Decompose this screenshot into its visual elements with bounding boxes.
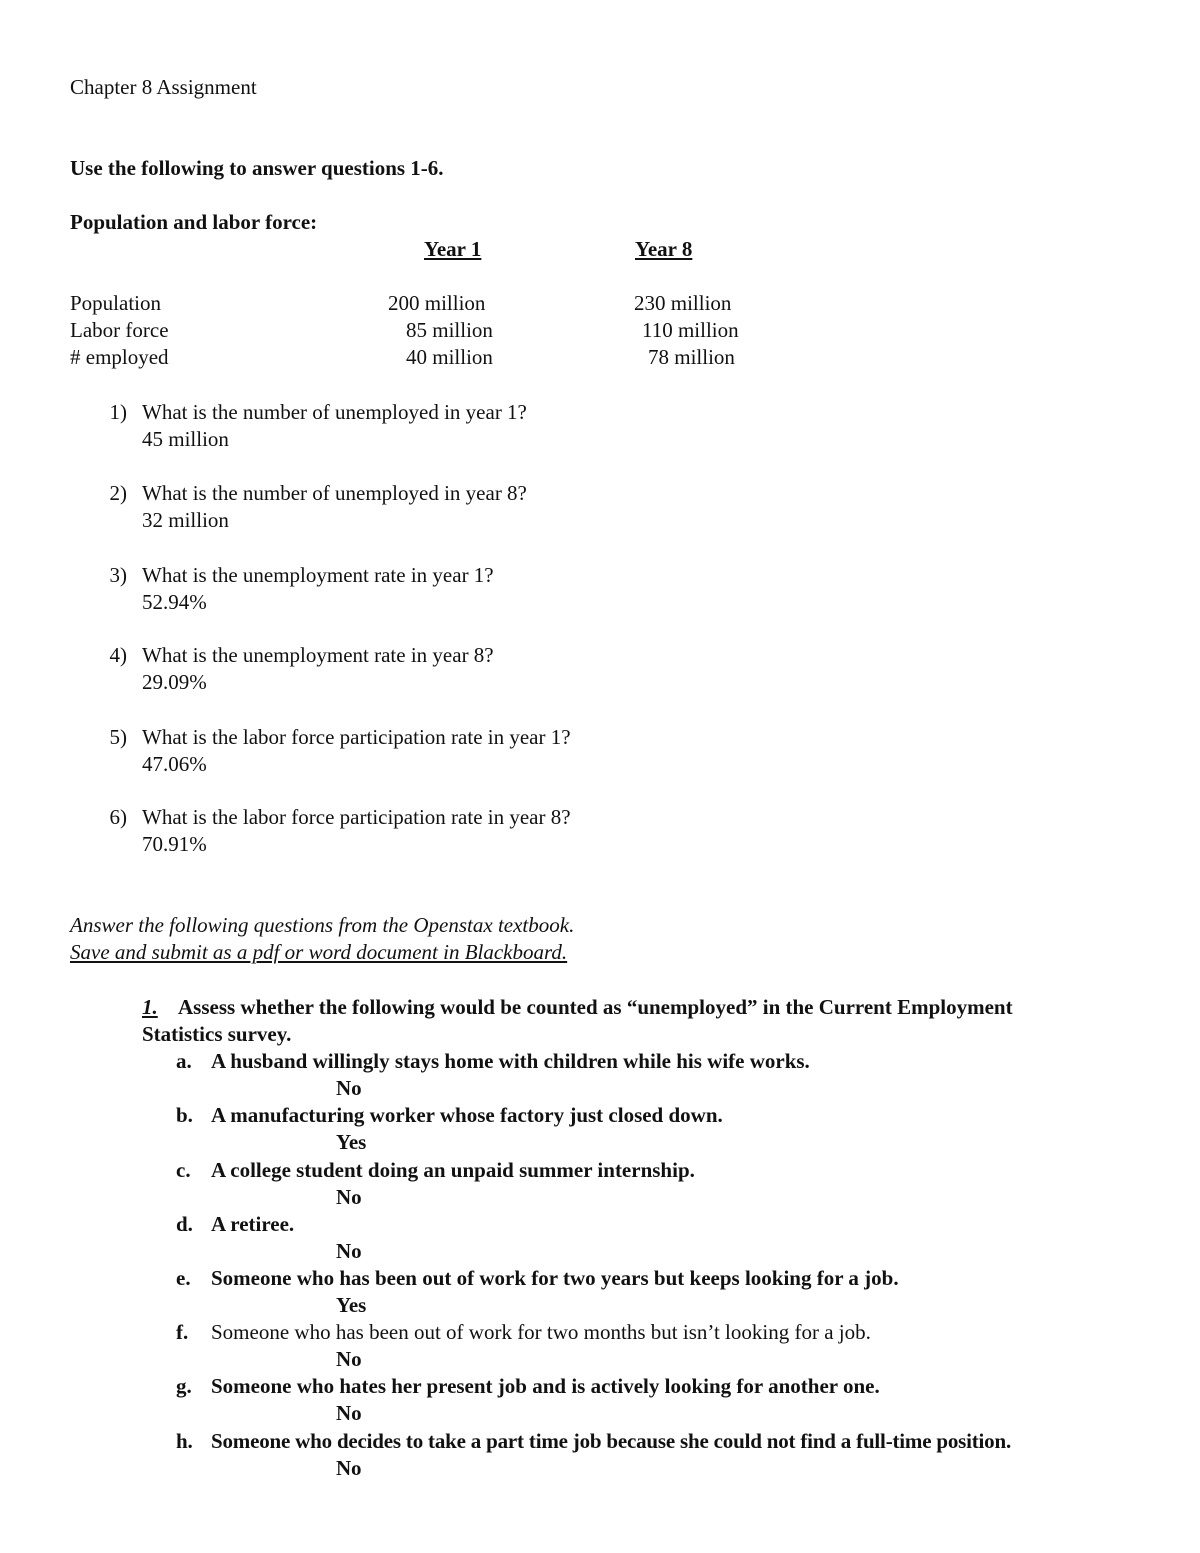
item-text: A husband willingly stays home with children while his wife works. [211, 1049, 810, 1073]
section-number: 1. [142, 995, 158, 1019]
question-text: What is the labor force participation rate in year 8? [142, 805, 571, 829]
cell-labor-force-year8: 110 million [642, 318, 739, 342]
item-letter: c. [176, 1158, 191, 1182]
question-item [90, 642, 790, 696]
cell-labor-force-year1: 85 million [406, 318, 493, 342]
section-heading [142, 994, 1013, 1021]
cell-population-year8: 230 million [634, 291, 732, 315]
question-answer: 52.94% [142, 590, 207, 614]
cell-employed-year1: 40 million [406, 345, 493, 369]
row-label-labor-force: Labor force [70, 318, 169, 342]
row-label-employed: # employed [70, 345, 169, 369]
question-number: 1) [109, 400, 127, 424]
item-text: Someone who hates her present job and is actively looking for another one. [211, 1374, 880, 1398]
item-letter: f. [176, 1320, 189, 1344]
item-answer: No [336, 1185, 362, 1209]
item-answer: Yes [336, 1130, 367, 1154]
question-number: 3) [109, 563, 127, 587]
item-text: A retiree. [211, 1212, 295, 1236]
section-heading-text: Assess whether the following would be counted as “unemployed” in the Current Employment [178, 995, 1013, 1019]
question-text: What is the unemployment rate in year 8? [142, 643, 494, 667]
list-item [176, 1319, 1156, 1373]
item-answer: No [336, 1347, 362, 1371]
item-answer: No [336, 1239, 362, 1263]
question-number: 6) [109, 805, 127, 829]
question-answer: 29.09% [142, 670, 207, 694]
list-item [176, 1428, 1166, 1482]
list-item [176, 1373, 1156, 1427]
question-answer: 32 million [142, 508, 229, 532]
item-letter: a. [176, 1049, 192, 1073]
list-item [176, 1048, 1156, 1102]
column-header-year1: Year 1 [424, 237, 482, 261]
question-text: What is the number of unemployed in year 1? [142, 400, 527, 424]
item-letter: h. [176, 1429, 193, 1453]
item-text: Someone who has been out of work for two years but keeps looking for a job. [211, 1266, 899, 1290]
cell-population-year1: 200 million [388, 291, 486, 315]
question-item [90, 399, 790, 453]
item-text: A manufacturing worker whose factory just closed down. [211, 1103, 723, 1127]
question-number: 2) [109, 481, 127, 505]
item-letter: b. [176, 1103, 193, 1127]
item-text: Someone who has been out of work for two months but isn’t looking for a job. [211, 1320, 871, 1344]
item-answer: No [336, 1456, 362, 1480]
question-answer: 47.06% [142, 752, 207, 776]
item-letter: d. [176, 1212, 193, 1236]
question-item [90, 724, 790, 778]
list-item [176, 1157, 1156, 1211]
list-item [176, 1102, 1156, 1156]
section-heading-continued: Statistics survey. [142, 1022, 292, 1046]
question-number: 5) [109, 725, 127, 749]
item-text: A college student doing an unpaid summer internship. [211, 1158, 695, 1182]
list-item [176, 1211, 1156, 1265]
question-number: 4) [109, 643, 127, 667]
question-text: What is the unemployment rate in year 1? [142, 563, 494, 587]
question-answer: 70.91% [142, 832, 207, 856]
intro-text: Use the following to answer questions 1-6. [70, 156, 444, 180]
document-title: Chapter 8 Assignment [70, 75, 257, 99]
instructions-line1: Answer the following questions from the Openstax textbook. [70, 913, 575, 937]
item-letter: e. [176, 1266, 191, 1290]
question-item [90, 480, 790, 534]
question-item [90, 562, 790, 616]
item-answer: No [336, 1401, 362, 1425]
question-text: What is the labor force participation rate in year 1? [142, 725, 571, 749]
table-heading: Population and labor force: [70, 210, 318, 234]
row-label-population: Population [70, 291, 162, 315]
item-text: Someone who decides to take a part time job because she could not find a full-time position. [211, 1429, 1012, 1453]
list-item [176, 1265, 1156, 1319]
cell-employed-year8: 78 million [648, 345, 735, 369]
column-header-year8: Year 8 [635, 237, 693, 261]
question-item [90, 804, 790, 858]
item-answer: No [336, 1076, 362, 1100]
item-letter: g. [176, 1374, 192, 1398]
instructions-line2: Save and submit as a pdf or word document in Blackboard. [70, 940, 568, 964]
question-text: What is the number of unemployed in year 8? [142, 481, 527, 505]
question-answer: 45 million [142, 427, 229, 451]
item-answer: Yes [336, 1293, 367, 1317]
